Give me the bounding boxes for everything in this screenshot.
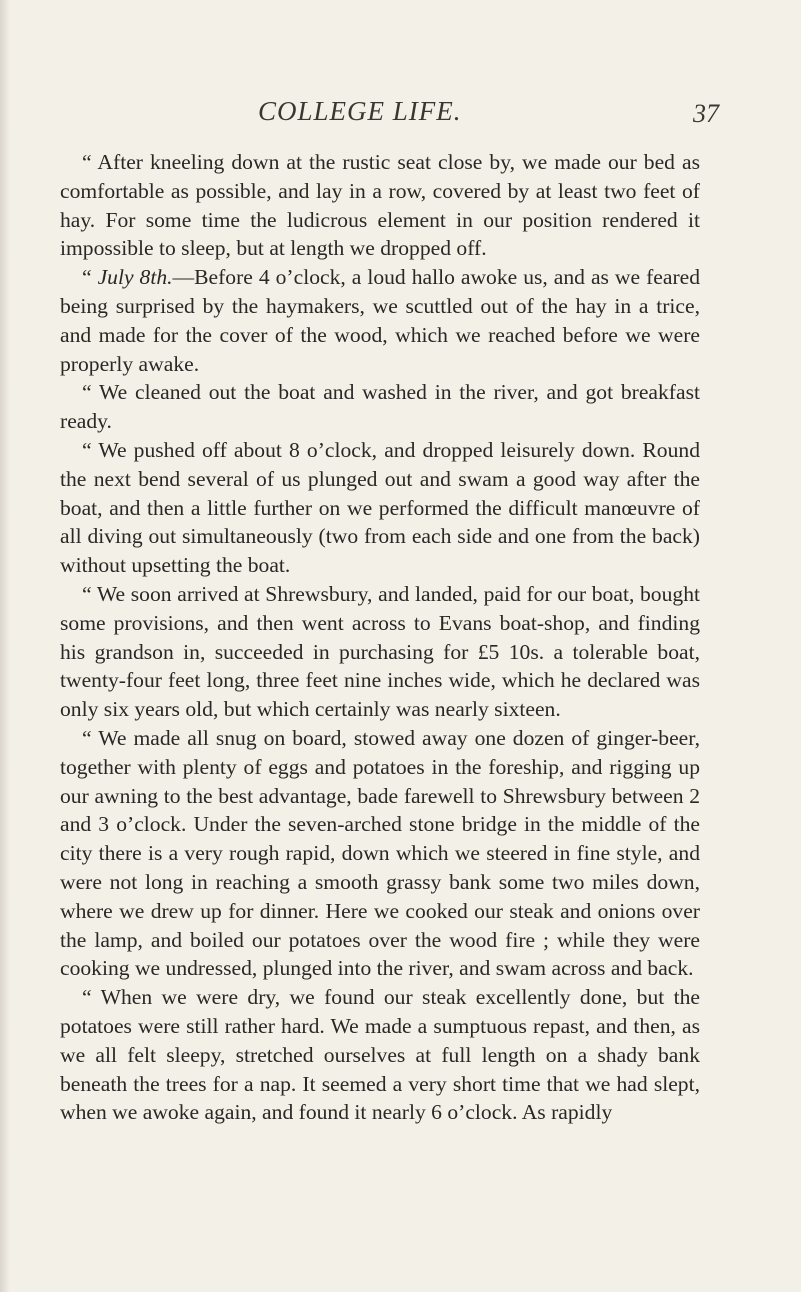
page-spine-shadow [0,0,10,1292]
paragraph: “ When we were dry, we found our steak excellently done, but the potatoes were still rather hard. We made a sumptuous repast, and then, as we all felt sleepy, stretched ourselves at full length on a shady bank beneath the trees for a nap. It seemed a very short time that we had slept, when we awoke again, and found it nearly 6 o’clock. As rapidly [60,985,700,1125]
body-text [60,148,700,1127]
running-head: COLLEGE LIFE. [258,96,462,126]
diary-date: July 8th. [97,265,173,290]
open-quote: “ [82,265,98,290]
paragraph: “ We pushed off about 8 o’clock, and dropped leisurely down. Round the next bend several of us plunged out and swam a good way after the boat, and then a little further on we performed the difficult manœuvre of all diving out simultaneously (two from each side and one from the back) without upsetting the boat. [60,437,700,578]
paragraph: “ We cleaned out the boat and washed in the river, and got breakfast ready. [60,380,700,434]
page-number: 37 [693,99,719,128]
paragraph: “ After kneeling down at the rustic seat close by, we made our bed as comfortable as possible, and lay in a row, covered by at least two feet of hay. For some time the ludicrous element in our position rendered it impossible to sleep, but at length we dropped off. [60,150,700,261]
paragraph: “ We soon arrived at Shrewsbury, and landed, paid for our boat, bought some provisions, and then went across to Evans boat-shop, and finding his grandson in, succeeded in purchasing for £5 10s. a tolerable boat, twenty-four feet long, three feet nine inches wide, which he declared was only six years old, but which certainly was nearly sixteen. [60,581,700,722]
paragraph-text: —Before 4 o’clock, a loud hallo awoke us, and as we feared being surprised by the haymakers, we scuttled out of the hay in a trice, and made for the cover of the wood, which we reached before we were properly awake. [60,265,701,376]
paragraph: “ We made all snug on board, stowed away one dozen of ginger-beer, together with plenty of eggs and potatoes in the foreship, and rigging up our awning to the best advantage, bade farewell to Shrewsbury between 2 and 3 o’clock. Under the seven-arched stone bridge in the middle of the city there is a very rough rapid, down which we steered in fine style, and were not long in reaching a smooth grassy bank some two miles down, where we drew up for dinner. Here we cooked our steak and onions over the lamp, and boiled our potatoes over the wood fire ; while they were cooking we undressed, plunged into the river, and swam across and back. [60,725,700,981]
paragraph [60,263,700,378]
